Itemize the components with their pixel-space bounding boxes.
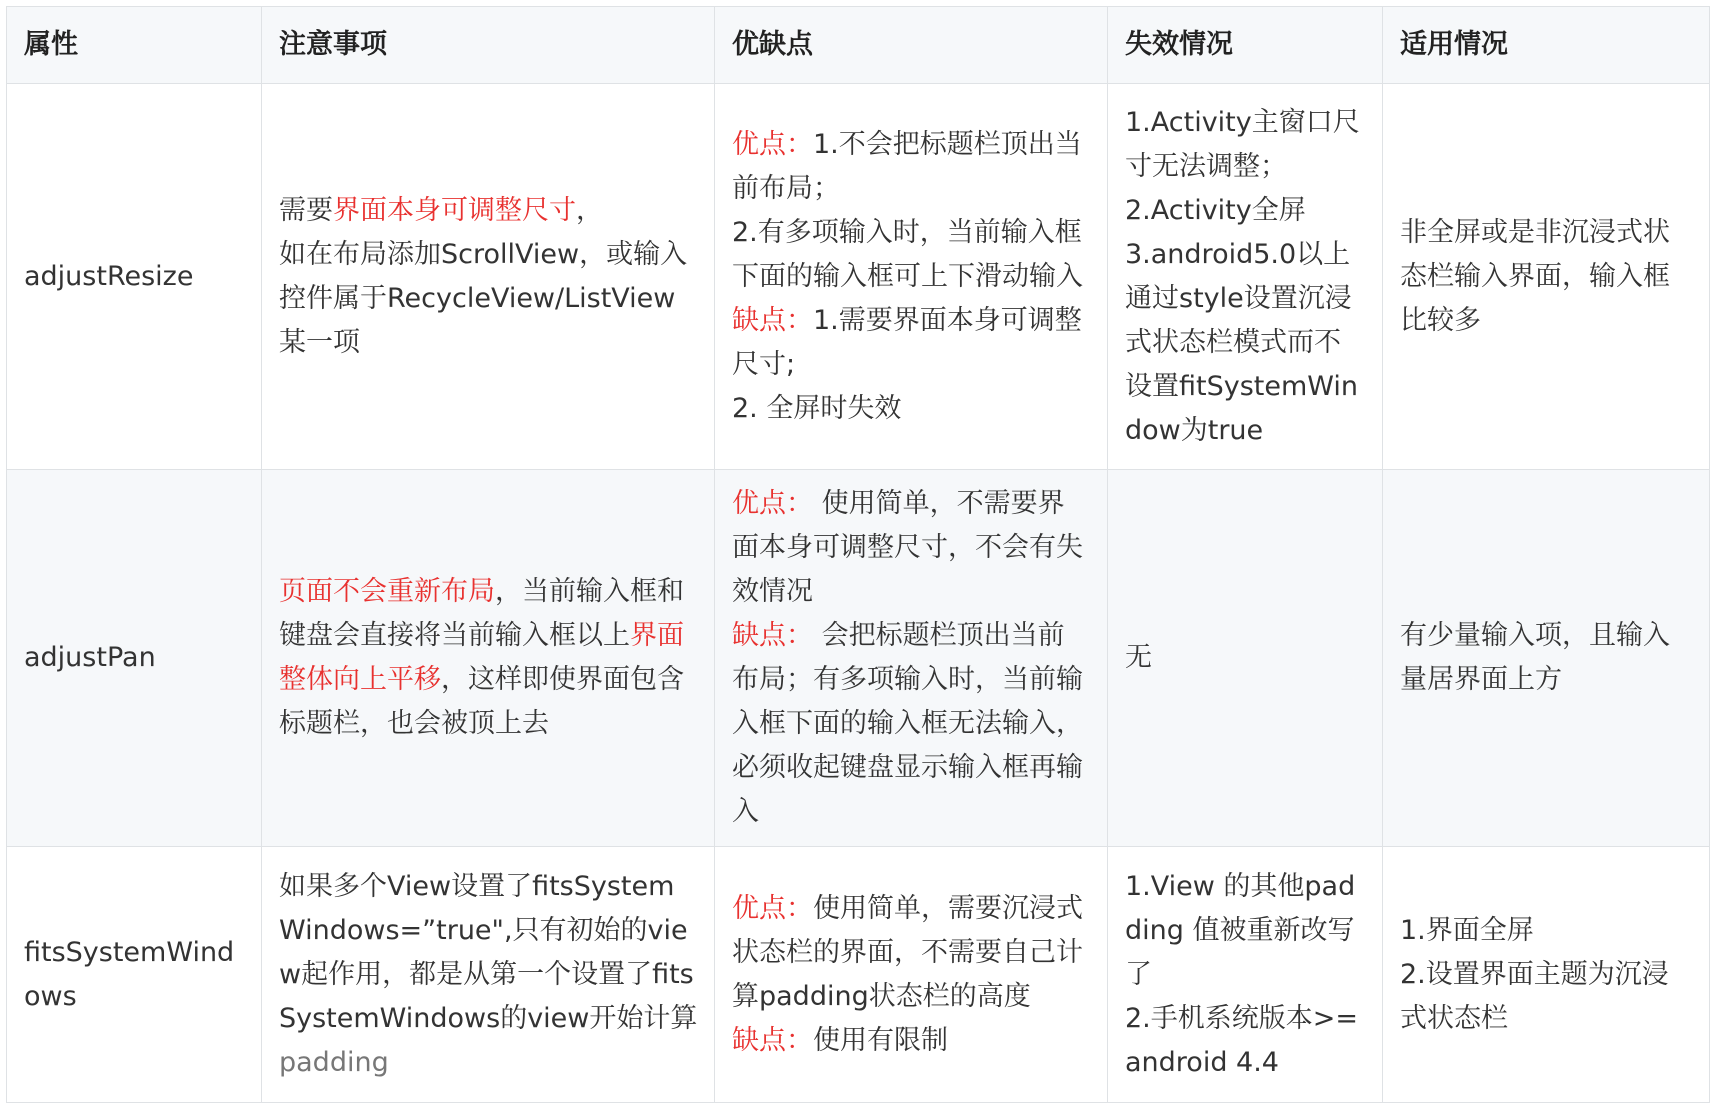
applicable-item: 非全屏或是非沉浸式状态栏输入界面，输入框比较多 — [1400, 216, 1670, 336]
failure-cell — [1108, 84, 1383, 470]
cons-text: 使用有限制 — [813, 1024, 948, 1056]
failure-item: 无 — [1125, 642, 1152, 673]
column-header-applicable: 适用情况 — [1383, 7, 1710, 84]
notes-highlight: 界面整体向上平移 — [279, 620, 684, 695]
column-header-notes: 注意事项 — [262, 7, 715, 84]
pros-cons-cell — [715, 847, 1108, 1103]
notes-cell — [262, 470, 715, 847]
notes-text: 如果多个View设置了fitsSystemWindows=”true",只有初始的view起作用，都是从第一个设置了fitsSystemWindows的view开始计算 — [279, 870, 698, 1034]
cons-text: 2. 全屏时失效 — [732, 392, 902, 424]
pros-text: 2.有多项输入时，当前输入框下面的输入框可上下滑动输入 — [732, 216, 1083, 292]
notes-highlight: 界面本身可调整尺寸 — [333, 194, 576, 226]
pros-label: 优点： — [732, 892, 813, 924]
cons-label: 缺点： — [732, 620, 813, 651]
column-header-pros-cons: 优缺点 — [715, 7, 1108, 84]
notes-highlight: 页面不会重新布局 — [279, 576, 495, 607]
table-row — [7, 847, 1710, 1103]
failure-item: 3.android5.0以上通过style设置沉浸式状态栏模式而不设置fitSystemWindow为true — [1125, 238, 1358, 446]
notes-cell — [262, 84, 715, 470]
attribute-cell: fitsSystemWindows — [7, 847, 262, 1103]
pros-cons-cell — [715, 84, 1108, 470]
cons-label: 缺点： — [732, 1024, 813, 1056]
pros-label: 优点： — [732, 488, 813, 519]
notes-text: ，当前输入框和键盘会直接将当前输入框以上 — [279, 576, 684, 651]
applicable-cell — [1383, 847, 1710, 1103]
pros-label: 优点： — [732, 128, 813, 160]
failure-item: 1.Activity主窗口尺寸无法调整； — [1125, 106, 1360, 182]
applicable-item: 有少量输入项，且输入量居界面上方 — [1400, 620, 1670, 695]
failure-item: 1.View 的其他padding 值被重新改写了 — [1125, 870, 1356, 990]
applicable-item: 2.设置界面主题为沉浸式状态栏 — [1400, 958, 1669, 1034]
pros-text: 使用简单，不需要界面本身可调整尺寸，不会有失效情况 — [732, 488, 1083, 607]
notes-cell — [262, 847, 715, 1103]
pros-text: 1.不会把标题栏顶出当前布局； — [732, 128, 1082, 204]
table-row — [7, 84, 1710, 470]
cons-label: 缺点： — [732, 304, 813, 336]
attribute-cell: adjustPan — [7, 470, 262, 847]
applicable-cell — [1383, 470, 1710, 847]
failure-cell — [1108, 470, 1383, 847]
cons-text: 会把标题栏顶出当前布局；有多项输入时，当前输入框下面的输入框无法输入，必须收起键盘显示输入框再输入 — [732, 620, 1083, 827]
comparison-table — [6, 6, 1710, 1103]
notes-text: ， — [576, 194, 603, 226]
pros-text: 使用简单，需要沉浸式状态栏的界面，不需要自己计算padding状态栏的高度 — [732, 892, 1083, 1012]
pros-cons-cell — [715, 470, 1108, 847]
column-header-failure: 失效情况 — [1108, 7, 1383, 84]
table-row — [7, 470, 1710, 847]
notes-text: 如在布局添加ScrollView，或输入控件属于RecycleView/ListView某一项 — [279, 238, 688, 358]
failure-item: 2.手机系统版本>=android 4.4 — [1125, 1002, 1359, 1078]
applicable-item: 1.界面全屏 — [1400, 914, 1534, 946]
column-header-attribute: 属性 — [7, 7, 262, 84]
notes-text: 需要 — [279, 194, 333, 226]
failure-item: 2.Activity全屏 — [1125, 194, 1306, 226]
failure-cell — [1108, 847, 1383, 1103]
notes-text-tail: padding — [279, 1046, 389, 1078]
attribute-cell: adjustResize — [7, 84, 262, 470]
notes-text: ，这样即使界面包含标题栏，也会被顶上去 — [279, 664, 684, 739]
table-header-row — [7, 7, 1710, 84]
cons-text: 1.需要界面本身可调整尺寸; — [732, 304, 1082, 380]
applicable-cell — [1383, 84, 1710, 470]
